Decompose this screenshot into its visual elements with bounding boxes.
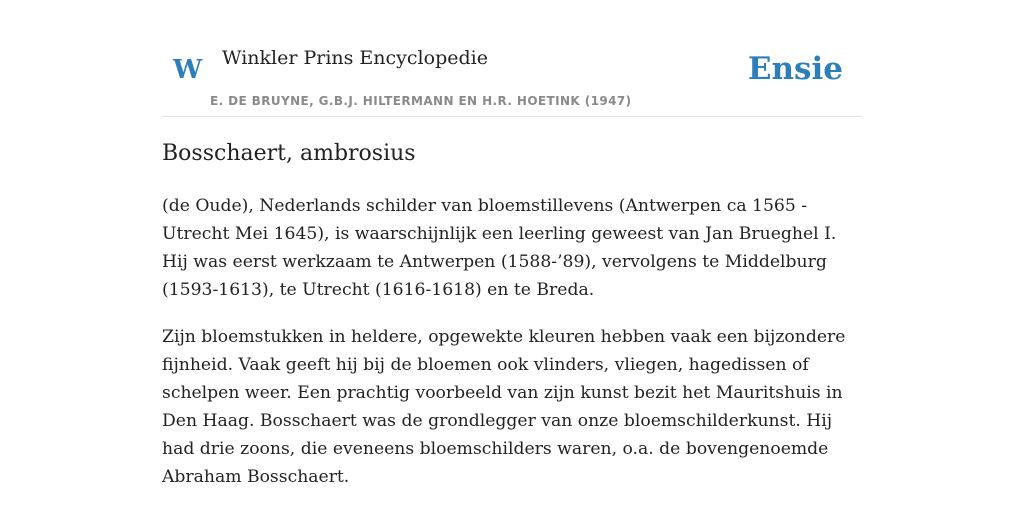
page — [162, 0, 862, 487]
article-paragraph-2: Zijn bloemstukken in heldere, opgewekte kleuren hebben vaak een bijzondere fijnheid. Vaak geeft hij bij de bloemen ook vlinders, vliegen, hagedissen of schelpen weer. Een prachtig voorbeeld van zijn kunst bezit het Mauritshuis in Den Haag. Bosschaert was de grondlegger van onze bloemschilderkunst. Hij had drie zoons, die eveneens bloemschilders waren, o.a. de bovengenoemde Abraham Bosschaert. — [162, 327, 846, 487]
article-paragraph-1: (de Oude), Nederlands schilder van bloemstillevens (Antwerpen ca 1565 - Utrecht Mei 1645), is waarschijnlijk een leerling geweest van Jan Brueghel I. Hij was eerst werkzaam te Antwerpen (1588-’89), vervolgens te Middelburg (1593-1613), te Utrecht (1616-1618) en te Breda. — [162, 196, 837, 300]
encyclopedia-logo[interactable]: W — [173, 55, 203, 85]
authors-line: E. DE BRUYNE, G.B.J. HILTERMANN EN H.R. HOETINK (1947) — [210, 94, 632, 108]
publication-title[interactable]: Winkler Prins Encyclopedie — [222, 47, 488, 69]
header — [162, 0, 862, 117]
entry-title: Bosschaert, ambrosius — [162, 141, 416, 166]
ensie-logo[interactable]: Ensie — [747, 51, 843, 87]
